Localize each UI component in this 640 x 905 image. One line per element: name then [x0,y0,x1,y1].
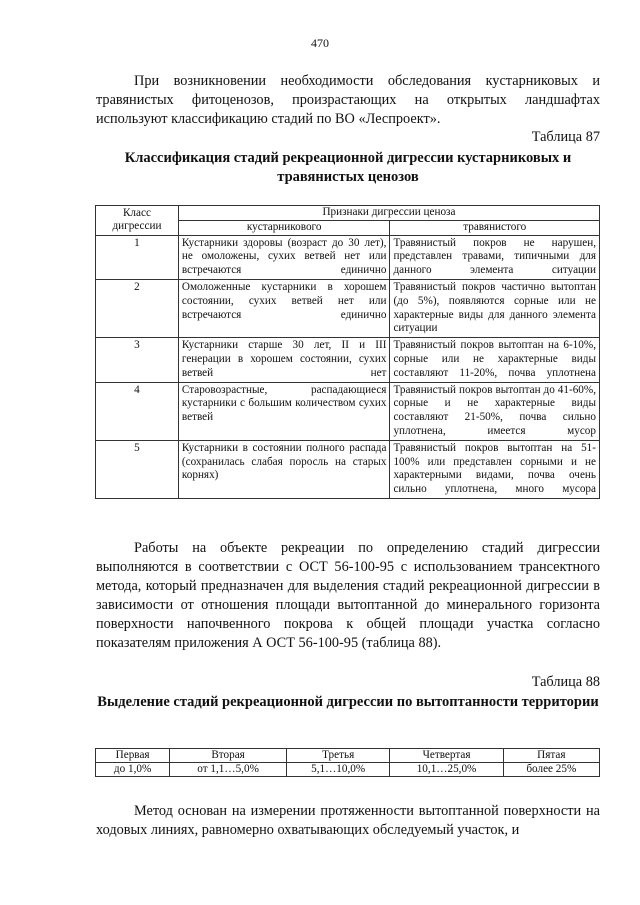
stage-header: Четвертая [390,749,503,763]
stage-header: Пятая [503,749,599,763]
shrub-cell: Кустарники старше 30 лет, II и III генерации в хорошем состоянии, сухих ветвей нет [178,338,390,382]
table88-label: Таблица 88 [531,674,600,690]
table-row [96,382,600,440]
table87-label: Таблица 87 [531,129,600,145]
stage-value: до 1,0% [96,763,170,777]
page-number: 470 [311,36,329,50]
shrub-cell: Старовозрастные, распадающиеся кустарники с большим количеством сухих ветвей [178,382,390,440]
shrub-cell: Омоложенные кустарники в хорошем состоянии, сухих ветвей нет или встречаются единично [178,279,390,337]
method-paragraph: Работы на объекте рекреации по определению стадий дигрессии выполняются в соответствии с ОСТ 56-100-95 с использованием трансектного метода, который предназначен для выделения стадий рекреационной дигрессии в зависимости от отношения площади вытоптанной до минерального горизонта поверхности напочвенного покрова к общей площади участка согласно показателям приложения А ОСТ 56-100-95 (таблица 88). [96,540,600,651]
header-shrub: кустарникового [178,220,390,235]
header-group: Признаки дигрессии ценоза [178,206,599,221]
stage-value: от 1,1…5,0% [170,763,287,777]
final-paragraph: Метод основан на измерении протяженности вытоптанной поверхности на ходовых линиях, равномерно охватывающих обследуемый участок, и [96,803,600,838]
shrub-cell: Кустарники в состоянии полного распада (сохранилась слабая поросль на старых корнях) [178,440,390,498]
table-row [96,763,600,777]
table88 [95,748,600,777]
grass-cell: Травянистый покров частично вытоптан (до 5%), появляются сорные или не характерные виды для данного элемента ситуации [390,279,600,337]
table88-title: Выделение стадий рекреационной дигрессии по вытоптанности территории [97,694,599,710]
table-row [96,338,600,382]
table-row [96,279,600,337]
table-row [96,235,600,279]
class-cell: 4 [96,382,179,440]
shrub-cell: Кустарники здоровы (возраст до 30 лет), не омоложены, сухих ветвей нет или встречаются единично [178,235,390,279]
stage-value: 10,1…25,0% [390,763,503,777]
stage-header: Вторая [170,749,287,763]
grass-cell: Травянистый покров вытоптан до 41-60%, сорные и не характерные виды составляют 21-50%, почва сильно уплотнена, имеется мусор [390,382,600,440]
class-cell: 5 [96,440,179,498]
intro-paragraph: При возникновении необходимости обследования кустарниковых и травянистых фитоценозов, произрастающих на открытых ландшафтах используют классификацию стадий по ВО «Леспроект». [96,73,600,127]
table-row [96,440,600,498]
stage-value: 5,1…10,0% [286,763,389,777]
header-class: Класс дигрессии [96,206,179,236]
table87 [95,205,600,499]
table-row [96,749,600,763]
class-cell: 1 [96,235,179,279]
grass-cell: Травянистый покров вытоптан на 6-10%, сорные или не характерные виды составляют 11-20%, почва уплотнена [390,338,600,382]
table87-title: Классификация стадий рекреационной дигрессии кустарниковых и травянистых ценозов [124,150,572,185]
stage-value: более 25% [503,763,599,777]
grass-cell: Травянистый покров вытоптан на 51-100% или представлен сорными и не характерными видами, почва очень сильно уплотнена, много мусора [390,440,600,498]
class-cell: 2 [96,279,179,337]
grass-cell: Травянистый покров не нарушен, представлен травами, типичными для данного элемента ситуации [390,235,600,279]
stage-header: Первая [96,749,170,763]
stage-header: Третья [286,749,389,763]
class-cell: 3 [96,338,179,382]
header-grass: травянистого [390,220,600,235]
